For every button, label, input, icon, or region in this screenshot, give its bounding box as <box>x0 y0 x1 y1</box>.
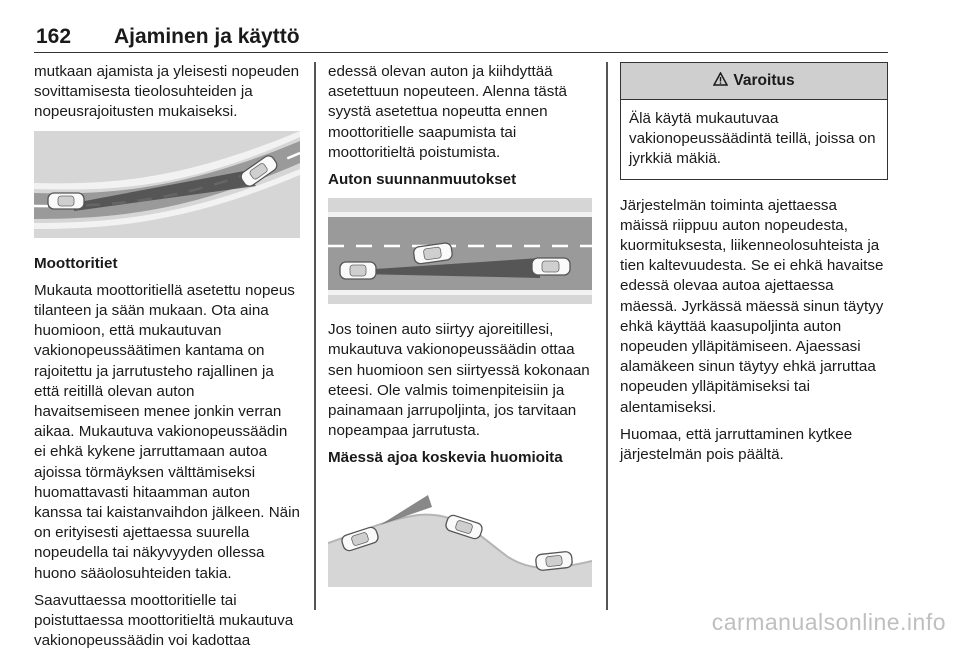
hill-driving-figure <box>328 477 592 587</box>
col3-paragraph-1: Järjestelmän toiminta ajettaessa mäissä riippuu auton nopeudesta, kuormituksesta, liikenneolosuhteista ja tien kaltevuudesta. Se ei ehkä havaitse edessä olevaa autoa ajettaessa mäessä. Jyrkässä mäessä sinun täytyy ehkä käyttää kaasupoljinta auton nopeuden ylläpitämiseen. Ajaessasi alamäkeen sinun täytyy ehkä jarruttaa nopeuden ylläpitämiseksi tai alentamiseksi. <box>620 196 884 416</box>
watermark-text: carmanualsonline.info <box>711 609 946 635</box>
warning-box <box>620 62 888 180</box>
column-2 <box>328 62 596 603</box>
page-header <box>34 22 888 53</box>
column-divider-1 <box>314 62 316 610</box>
car-left <box>340 262 376 279</box>
col3-paragraph-2: Huomaa, että jarruttaminen kytkee järjestelmän pois päältä. <box>620 425 853 464</box>
warning-title: Varoitus <box>733 71 795 89</box>
warning-triangle-icon <box>713 71 728 91</box>
warning-header <box>621 63 887 100</box>
col1-paragraph-1: Mukauta moottoritiellä asetettu nopeus tilanteen ja sään mukaan. Ota aina huomioon, että mukautuvan vakionopeussäätimen kantama on rajoitettu ja jarrutusteho rajallinen ja että reitillä olevan auton havaitsemiseen menee jonkin verran aikaa. Mukautuva vakionopeussäädin ei ehkä kykene jarruttamaan autoa ajoissa törmäyksen välttämiseksi huomattavasti hitaamman auton kanssa tai kaistanvaihdon jälkeen. Näin on erityisesti ajettaessa suurella nopeudella tai näkyvyyden ollessa huono sääolosuhteiden takia. <box>34 281 300 582</box>
column-1 <box>34 62 302 658</box>
column-3 <box>620 62 888 472</box>
page-title: Ajaminen ja käyttö <box>114 25 300 48</box>
col2-intro-text: edessä olevan auton ja kiihdyttää asetettuun nopeuteen. Alenna tästä syystä asetettua nopeutta ennen moottoritielle saapumista tai moottoritieltä poistumista. <box>328 63 567 161</box>
page-number: 162 <box>36 25 72 48</box>
section-title-moottoritiet: Moottoritiet <box>34 254 118 272</box>
section-title-suunnanmuutokset: Auton suunnanmuutokset <box>328 171 517 189</box>
col1-paragraph-2: Saavuttaessa moottoritielle tai poistuttaessa moottoritieltä mukautuva vakionopeussäädin voi kadottaa <box>34 591 294 650</box>
col2-paragraph: Jos toinen auto siirtyy ajoreitillesi, mukautuva vakionopeussäädin ottaa sen huomioon sen siirtyessä kokonaan eteesi. Ole valmis toimenpiteisiin ja painamaan jarrupoljinta, jos tarvitaan nopeampaa jarrutusta. <box>328 321 590 440</box>
section-title-maessa-ajo: Mäessä ajoa koskevia huomioita <box>328 449 563 467</box>
column-divider-2 <box>606 62 608 610</box>
lane-change-figure <box>328 198 592 304</box>
warning-text: Älä käytä mukautuvaa vakionopeussäädintä teillä, joissa on jyrkkiä mäkiä. <box>629 110 876 168</box>
curve-road-figure <box>34 131 300 238</box>
col1-intro-text: mutkaan ajamista ja yleisesti nopeuden sovittamisesta tieolosuhteiden ja nopeusrajoitusten mukaiseksi. <box>34 63 300 121</box>
